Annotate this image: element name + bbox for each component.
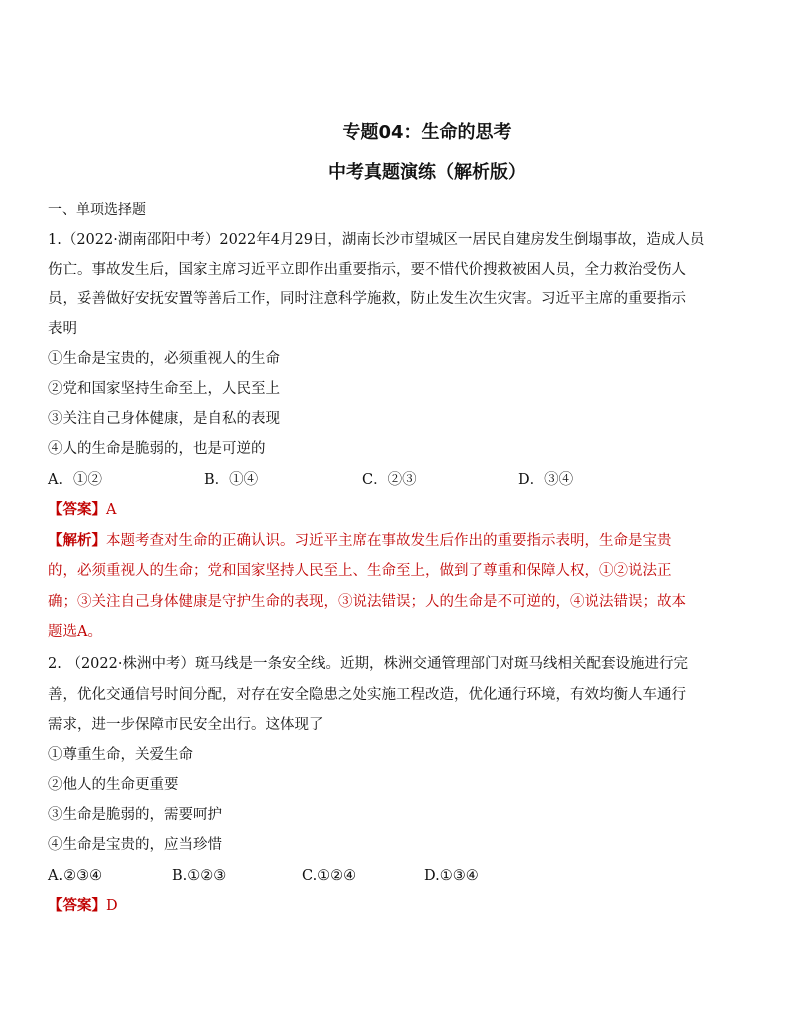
q2-option-a: A.②③④ [48, 868, 103, 884]
q1-statement-3: ③关注自己身体健康，是自私的表现 [48, 411, 280, 427]
q2-option-c: C.①②④ [302, 868, 357, 884]
q1-statement-4: ④人的生命是脆弱的，也是可逆的 [48, 441, 266, 457]
q2-option-b: B.①②③ [172, 868, 227, 884]
q1-answer-value: A [106, 502, 117, 518]
q1-option-d: D．③④ [518, 472, 574, 488]
q1-analysis-line-2: 的，必须重视人的生命；党和国家坚持人民至上、生命至上，做到了尊重和保障人权，①②说法正 [48, 563, 672, 579]
q2-line-2: 善，优化交通信号时间分配，对存在安全隐患之处实施工程改造，优化通行环境，有效均衡人车通行 [48, 687, 686, 703]
q1-line-2: 伤亡。事故发生后，国家主席习近平立即作出重要指示，要不惜代价搜救被困人员，全力救治受伤人 [48, 262, 686, 278]
q1-analysis-text-1: 本题考查对生命的正确认识。习近平主席在事故发生后作出的重要指示表明，生命是宝贵 [106, 533, 672, 549]
q2-answer [48, 896, 748, 916]
q1-statement-2: ②党和国家坚持生命至上，人民至上 [48, 381, 280, 397]
section-heading: 一、单项选择题 [48, 202, 146, 218]
q1-answer [48, 500, 748, 520]
q2-statement-2: ②他人的生命更重要 [48, 777, 179, 793]
q1-analysis-line-4: 题选A。 [48, 624, 102, 640]
subtitle: 中考真题演练（解析版） [328, 162, 526, 183]
q2-statement-4: ④生命是宝贵的，应当珍惜 [48, 837, 222, 853]
q2-statement-3: ③生命是脆弱的，需要呵护 [48, 807, 222, 823]
q1-option-a: A．①② [48, 472, 102, 488]
q1-line-4: 表明 [48, 321, 77, 337]
q2-statement-1: ①尊重生命，关爱生命 [48, 747, 193, 763]
q2-option-d: D.①③④ [424, 868, 479, 884]
q2-answer-label: 【答案】 [48, 897, 106, 914]
q1-option-b: B．①④ [204, 472, 259, 488]
q1-analysis-label: 【解析】 [48, 532, 106, 549]
q1-analysis-line-1 [48, 531, 748, 551]
q1-line-1: 1.（2022·湖南邵阳中考）2022年4月29日，湖南长沙市望城区一居民自建房发生倒塌事故，造成人员 [48, 232, 705, 248]
q1-statement-1: ①生命是宝贵的，必须重视人的生命 [48, 351, 280, 367]
topic-title: 专题04：生命的思考 [342, 122, 512, 143]
q1-option-c: C．②③ [362, 472, 417, 488]
q1-analysis-line-3: 确；③关注自己身体健康是守护生命的表现，③说法错误；人的生命是不可逆的，④说法错误；故本 [48, 594, 686, 610]
q1-line-3: 员，妥善做好安抚安置等善后工作，同时注意科学施救，防止发生次生灾害。习近平主席的重要指示 [48, 291, 686, 307]
q2-line-1: 2. （2022·株洲中考）斑马线是一条安全线。近期，株洲交通管理部门对斑马线相关配套设施进行完 [48, 656, 688, 672]
q2-answer-value: D [106, 898, 118, 914]
q1-answer-label: 【答案】 [48, 501, 106, 518]
q2-line-3: 需求，进一步保障市民安全出行。这体现了 [48, 717, 324, 733]
